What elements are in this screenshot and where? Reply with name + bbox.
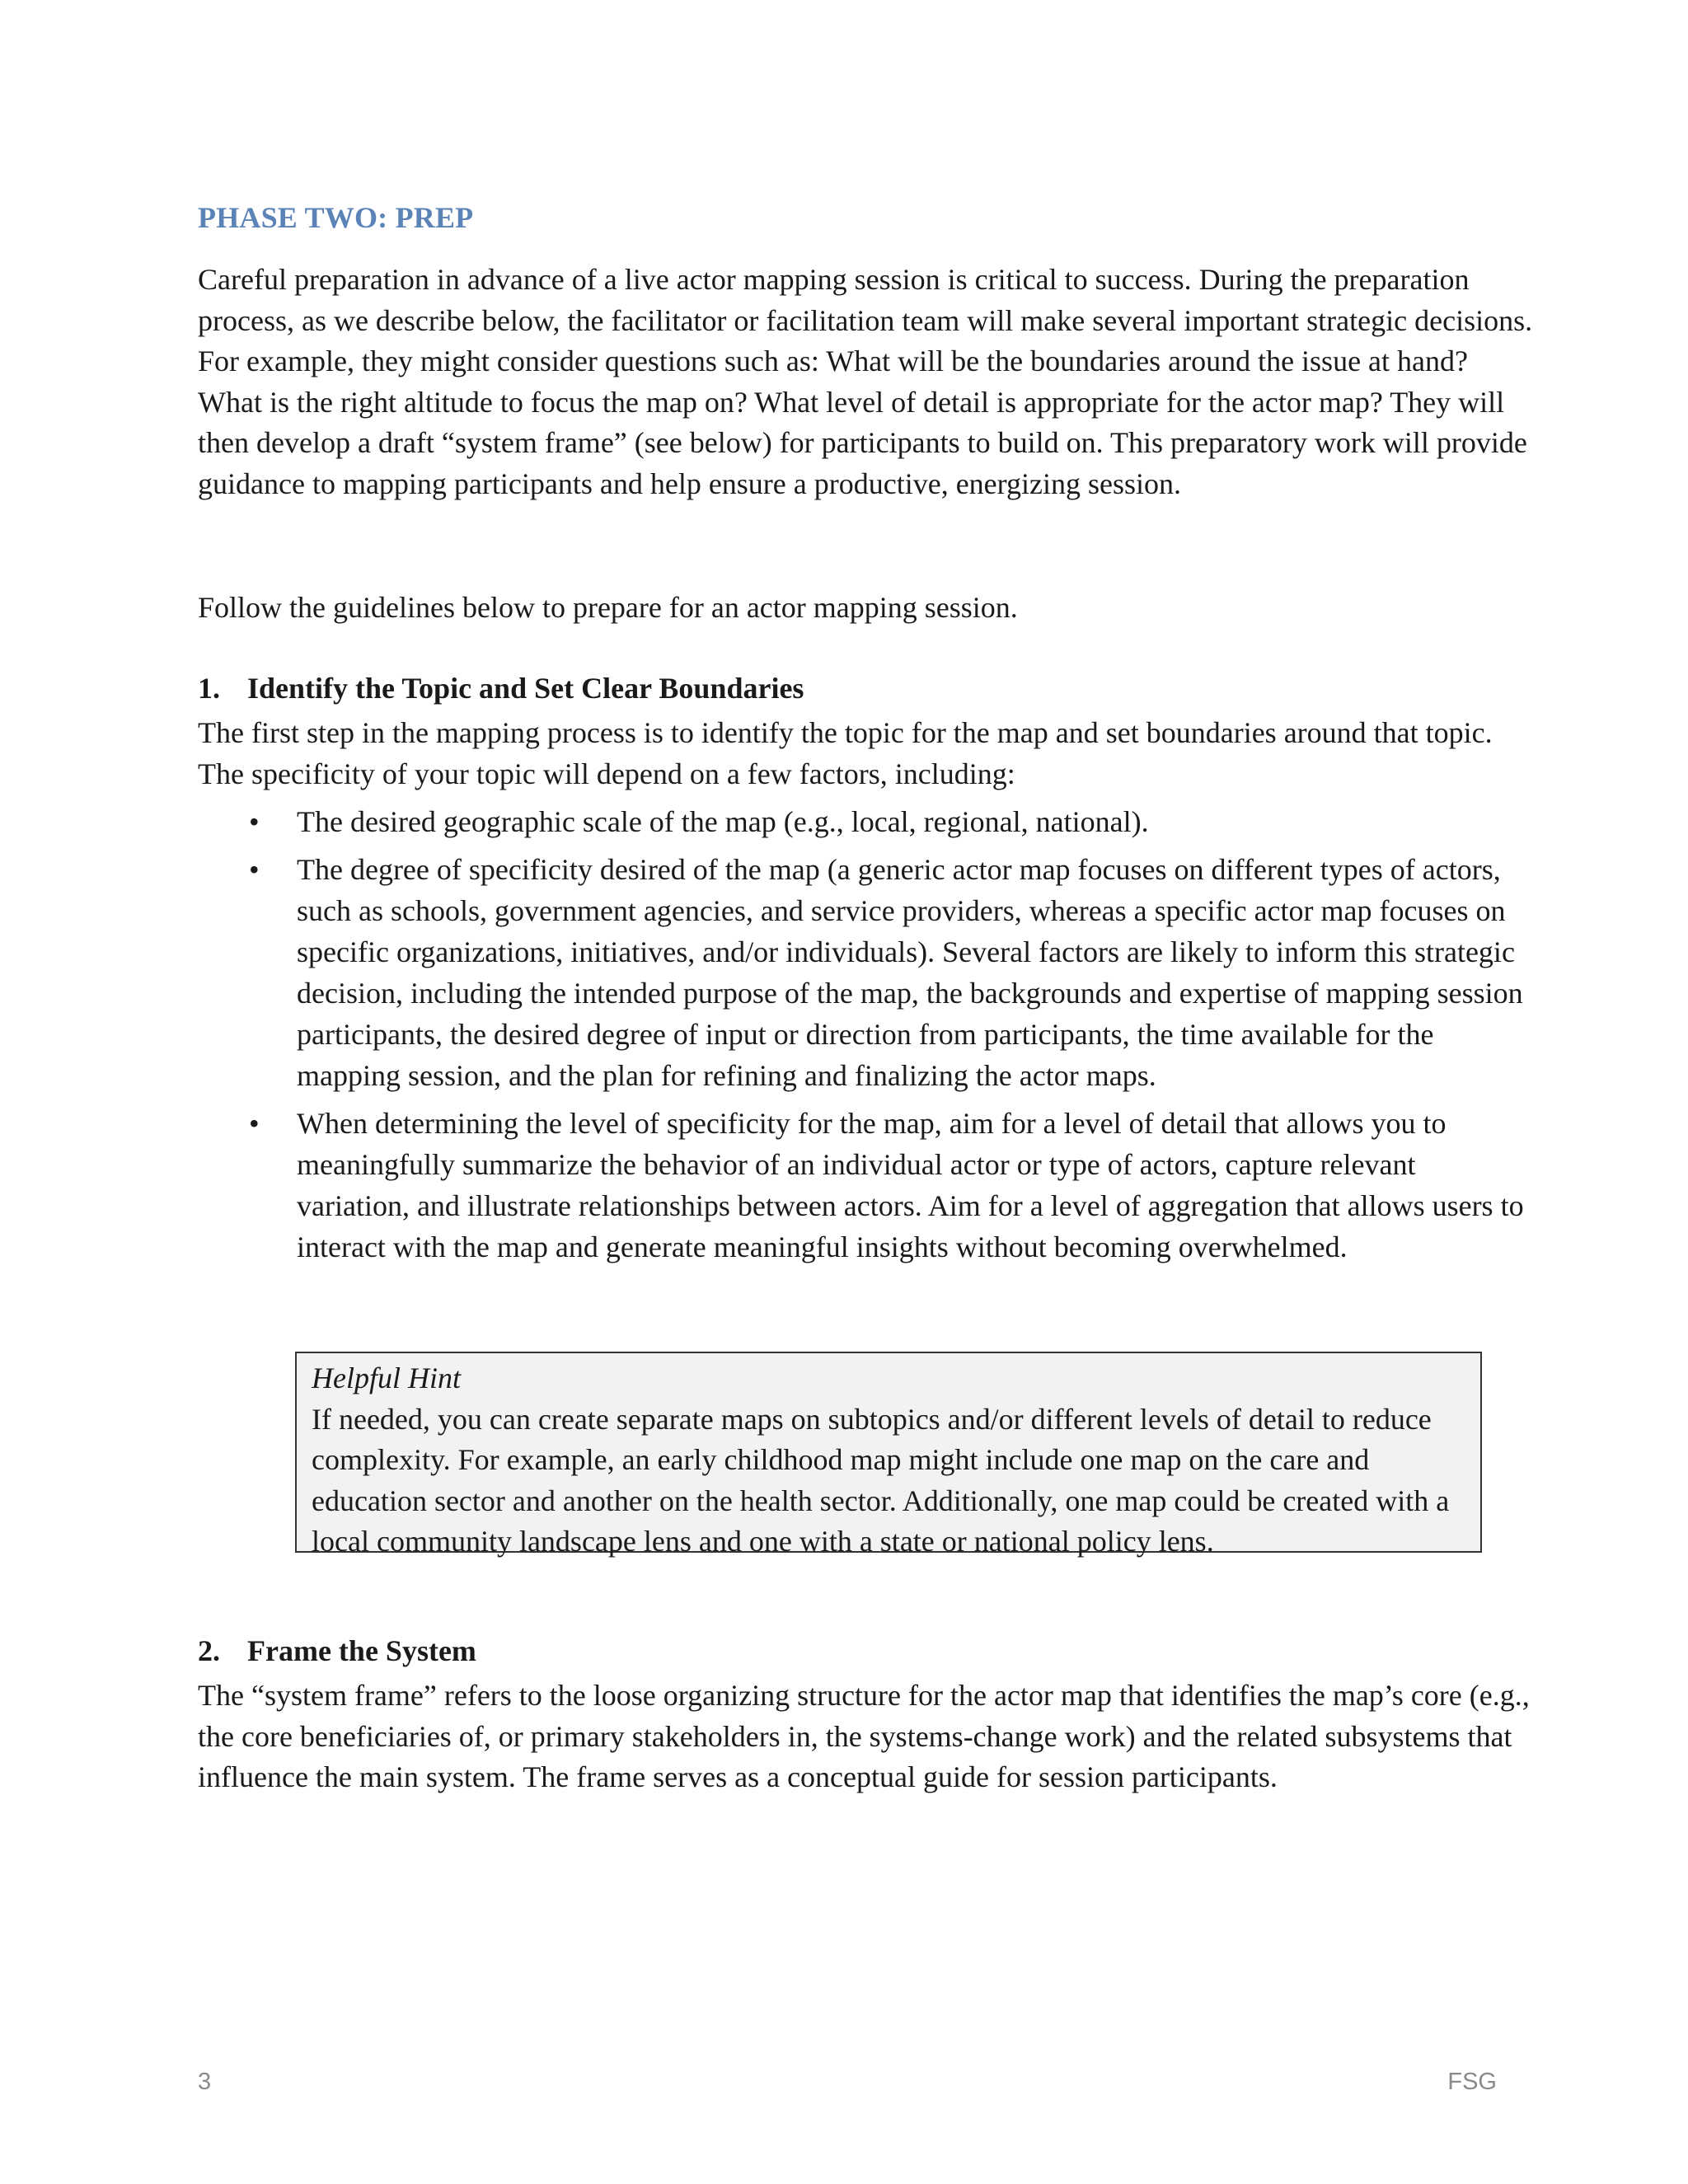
bullet-icon: • [249,805,260,838]
list-item-text: The degree of specificity desired of the map (a generic actor map focuses on different types of actors, such as schools, government agencies, and service providers, whereas a specific actor map focuses on specific organizations, initiatives, and/or individuals). Several factors are likely to inform this strategic decision, including the intended purpose of the map, the backgrounds and expertise of mapping session participants, the desired degree of input or direction from participants, the time available for the mapping session, and the plan for refining and finalizing the actor maps. [297,853,1523,1092]
page-number: 3 [198,2069,212,2095]
step-2-paragraph: The “system frame” refers to the loose organizing structure for the actor map that identifies the map’s core (e.g., the core beneficiaries of, or primary stakeholders in, the systems-change work) and the related subsystems that influence the main system. The frame serves as a conceptual guide for session participants. [198,1679,1530,1793]
step-2-number: 2. [198,1634,220,1667]
step-2-title: Frame the System [247,1634,476,1667]
helpful-hint-box [295,1352,1482,1558]
list-item [198,801,1533,842]
hint-text: If needed, you can create separate maps on subtopics and/or different levels of detail to reduce complexity. For example, an early childhood map might include one map on the care and education sector and another on the health sector. Additionally, one map could be created with a local community landscape lens and one with a state or national policy lens. [312,1402,1450,1558]
intro-paragraph: Careful preparation in advance of a live actor mapping session is critical to success. During the preparation process, as we describe below, the facilitator or facilitation team will make several important strategic decisions. For example, they might consider questions such as: What will be the boundaries around the issue at hand? What is the right altitude to focus the map on? What level of detail is appropriate for the actor map? They will then develop a draft “system frame” (see below) for participants to build on. This preparatory work will provide guidance to mapping participants and help ensure a productive, energizing session. [198,263,1533,500]
guidelines-paragraph: Follow the guidelines below to prepare for an actor mapping session. [198,591,1018,624]
step-1-number: 1. [198,672,220,705]
step-1-title: Identify the Topic and Set Clear Boundaries [247,672,804,705]
list-item-text: The desired geographic scale of the map (e.g., local, regional, national). [297,805,1149,838]
bullet-icon: • [249,853,260,886]
list-item [198,1103,1533,1268]
bullet-icon: • [249,1107,260,1140]
hint-title: Helpful Hint [312,1361,461,1394]
list-item [198,849,1533,1096]
step-1-bullet-list [198,801,1533,1274]
footer-brand: FSG [1447,2069,1497,2095]
document-page [198,0,1533,2184]
step-1-heading [198,668,804,710]
list-item-text: When determining the level of specificity for the map, aim for a level of detail that allows you to meaningfully summarize the behavior of an individual actor or type of actors, capture relevant variation, and illustrate relationships between actors. Aim for a level of aggregation that allows users to interact with the map and generate meaningful insights without becoming overwhelmed. [297,1107,1524,1263]
step-2-heading [198,1631,476,1672]
section-heading: PHASE TWO: PREP [198,201,474,234]
step-1-paragraph: The first step in the mapping process is to identify the topic for the map and set boundaries around that topic. The specificity of your topic will depend on a few factors, including: [198,716,1493,790]
